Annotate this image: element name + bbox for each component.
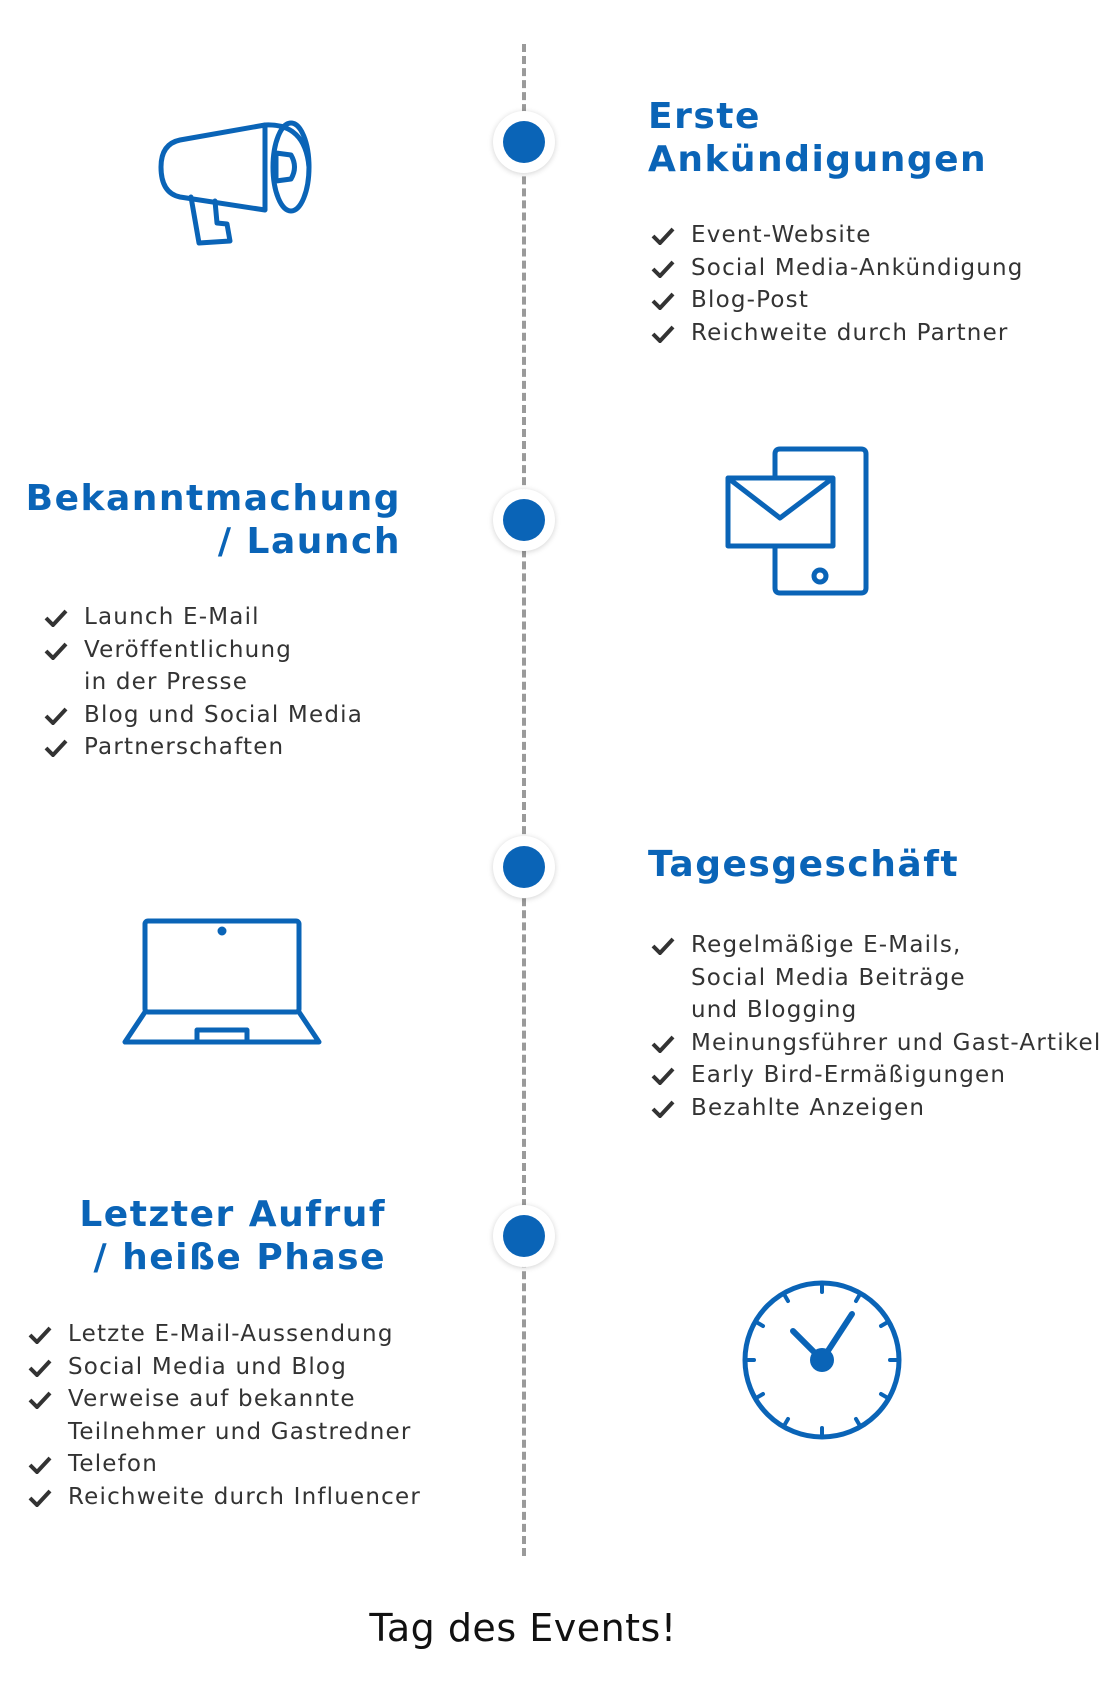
list-item: Reichweite durch Influencer [28, 1481, 421, 1514]
event-day-label: Tag des Events! [369, 1606, 677, 1650]
checkmark-icon [28, 1489, 52, 1507]
checkmark-icon [651, 937, 675, 955]
list-item: Reichweite durch Partner [651, 317, 1024, 350]
list-item: Event-Website [651, 219, 1024, 252]
checkmark-icon [28, 1326, 52, 1344]
timeline-dot-2 [493, 489, 555, 551]
list-item: Telefon [28, 1448, 421, 1481]
checkmark-icon [44, 739, 68, 757]
timeline-dot-3 [493, 836, 555, 898]
list-item: Bezahlte Anzeigen [651, 1092, 1101, 1125]
checkmark-icon [651, 227, 675, 245]
mobile-email-icon [725, 446, 870, 601]
checkmark-icon [28, 1456, 52, 1474]
list-item: Launch E-Mail [44, 601, 363, 634]
list-item: Social Media und Blog [28, 1351, 421, 1384]
section-2-title: Bekanntmachung / Launch [25, 478, 401, 562]
timeline-dot-1 [493, 111, 555, 173]
checkmark-icon [651, 325, 675, 343]
checkmark-icon [651, 1067, 675, 1085]
checkmark-icon [651, 260, 675, 278]
section-4-list [28, 1318, 421, 1513]
megaphone-icon [155, 115, 315, 255]
section-1-list [651, 219, 1024, 349]
checkmark-icon [28, 1391, 52, 1409]
list-item: Letzte E-Mail-Aussendung [28, 1318, 421, 1351]
list-item: Blog und Social Media [44, 699, 363, 732]
list-item: Early Bird-Ermäßigungen [651, 1059, 1101, 1092]
section-2-list [44, 601, 363, 764]
list-item: Blog-Post [651, 284, 1024, 317]
checkmark-icon [44, 609, 68, 627]
checkmark-icon [44, 642, 68, 660]
checkmark-icon [651, 1035, 675, 1053]
clock-icon [741, 1279, 903, 1446]
section-1-title: Erste Ankündigungen [648, 96, 988, 180]
checkmark-icon [651, 1100, 675, 1118]
list-item: Veröffentlichung in der Presse [44, 634, 363, 699]
laptop-icon [122, 918, 322, 1053]
section-3-title: Tagesgeschäft [648, 844, 960, 885]
checkmark-icon [28, 1359, 52, 1377]
timeline-dot-4 [493, 1205, 555, 1267]
list-item: Regelmäßige E-Mails, Social Media Beiträge und Blogging [651, 929, 1101, 1027]
checkmark-icon [44, 707, 68, 725]
timeline-line [522, 44, 526, 1556]
list-item: Meinungsführer und Gast-Artikel [651, 1027, 1101, 1060]
section-4-title: Letzter Aufruf / heiße Phase [79, 1194, 386, 1278]
checkmark-icon [651, 292, 675, 310]
section-3-list [651, 929, 1101, 1124]
list-item: Social Media-Ankündigung [651, 252, 1024, 285]
list-item: Partnerschaften [44, 731, 363, 764]
list-item: Verweise auf bekannte Teilnehmer und Gastredner [28, 1383, 421, 1448]
